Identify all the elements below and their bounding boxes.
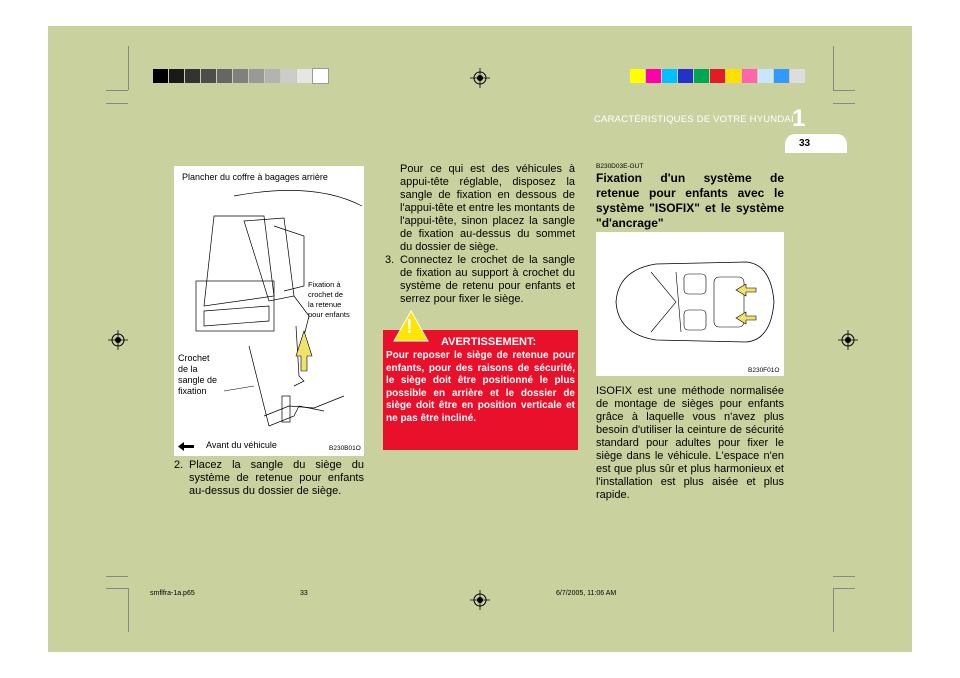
seat-illustration	[174, 186, 364, 456]
calibration-swatch	[153, 69, 168, 83]
calibration-swatch	[297, 69, 312, 83]
footer-page: 33	[300, 590, 308, 597]
calibration-swatch	[710, 69, 725, 83]
registration-mark-icon	[838, 330, 858, 350]
crop-mark	[106, 588, 128, 589]
calibration-swatch	[678, 69, 693, 83]
crop-mark	[833, 46, 834, 90]
arrow-left-icon	[178, 442, 194, 451]
figure-code: B230F01O	[748, 367, 780, 374]
crop-mark	[833, 103, 855, 104]
footer-date: 6/7/2005, 11:06 AM	[556, 590, 617, 597]
step-2: 2. Placez la sangle du siège du système de retenue pour enfants au-dessus du dossier de siège.	[174, 459, 364, 497]
warning-mark: !	[406, 316, 413, 338]
car-topview-illustration	[596, 232, 784, 376]
calibration-swatch	[758, 69, 773, 83]
calibration-swatch	[742, 69, 757, 83]
calibration-swatch	[169, 69, 184, 83]
calibration-swatch	[790, 69, 805, 83]
figure-isofix	[596, 232, 784, 376]
calibration-swatch	[646, 69, 661, 83]
crop-mark	[833, 90, 855, 91]
calibration-swatch	[630, 69, 645, 83]
page-number: 33	[799, 138, 811, 149]
section-title: Fixation d'un système de retenue pour enfants avec le système "ISOFIX" et le système "d'ancrage"	[596, 171, 784, 230]
warning-title: AVERTISSEMENT:	[441, 336, 537, 348]
warning-text: Pour reposer le siège de retenue pour enfants, pour des raisons de sécurité, le siège doit être positionné le plus possible en arrière et le dossier de siège doit être en position verticale et ne pas être incliné.	[386, 350, 575, 424]
calibration-swatch	[233, 69, 248, 83]
paragraph-headrest: Pour ce qui est des véhicules à appui-tête réglable, disposez la sangle de fixation en dessous de l'appui-tête et entre les montants de l'appui-tête, sinon placez la sangle de fixation au-dessus du sommet du dossier de siège.	[400, 163, 575, 253]
crop-mark	[833, 588, 855, 589]
label-front: Avant du véhicule	[206, 440, 277, 450]
calibration-swatch	[774, 69, 789, 83]
crop-mark	[128, 46, 129, 90]
registration-mark-icon	[108, 330, 128, 350]
calibration-swatch	[694, 69, 709, 83]
calibration-swatch	[265, 69, 280, 83]
chapter-number: 1	[792, 105, 806, 132]
calibration-swatch	[281, 69, 296, 83]
calibration-swatch	[662, 69, 677, 83]
crop-mark	[106, 90, 128, 91]
paragraph-isofix: ISOFIX est une méthode normalisée de montage de sièges pour enfants grâce à laquelle vous n'avez plus besoin d'utiliser la ceinture de sécurité standard pour adultes pour fixer le siège dans le véhicule. L'espace n'en est que plus sûr et plus harmonieux et l'installation est plus aisée et plus rapide.	[596, 385, 784, 501]
calibration-swatch	[217, 69, 232, 83]
crop-mark	[106, 103, 128, 104]
warning-box	[383, 316, 578, 450]
registration-mark-icon	[470, 590, 490, 610]
crop-mark	[833, 576, 855, 577]
figure-tether-anchor	[174, 166, 364, 456]
label-hook: Fixation à crochet de la retenue pour enfants	[308, 280, 350, 319]
page-number-tab	[785, 134, 847, 153]
crop-mark	[833, 588, 834, 632]
footer-file: smflfra-1a.p65	[150, 590, 195, 597]
label-strap: Crochet de la sangle de fixation	[178, 353, 218, 396]
crop-mark	[106, 576, 128, 577]
calibration-swatch	[313, 69, 328, 83]
figure-caption-top: Plancher du coffre à bagages arrière	[182, 172, 328, 182]
crop-mark	[128, 588, 129, 632]
chapter-title: CARACTÉRISTIQUES DE VOTRE HYUNDAI	[594, 114, 794, 125]
calibration-swatch	[249, 69, 264, 83]
step-3: 3. Connectez le crochet de la sangle de fixation au support à crochet du système de retenu pour enfants et serrez pour fixer le siège.	[385, 254, 575, 305]
calibration-swatch	[185, 69, 200, 83]
calibration-swatch	[726, 69, 741, 83]
figure-code: B230B01O	[329, 445, 361, 452]
registration-mark-icon	[470, 68, 490, 88]
section-code: B230D03E-GUT	[596, 163, 644, 170]
calibration-swatch	[201, 69, 216, 83]
